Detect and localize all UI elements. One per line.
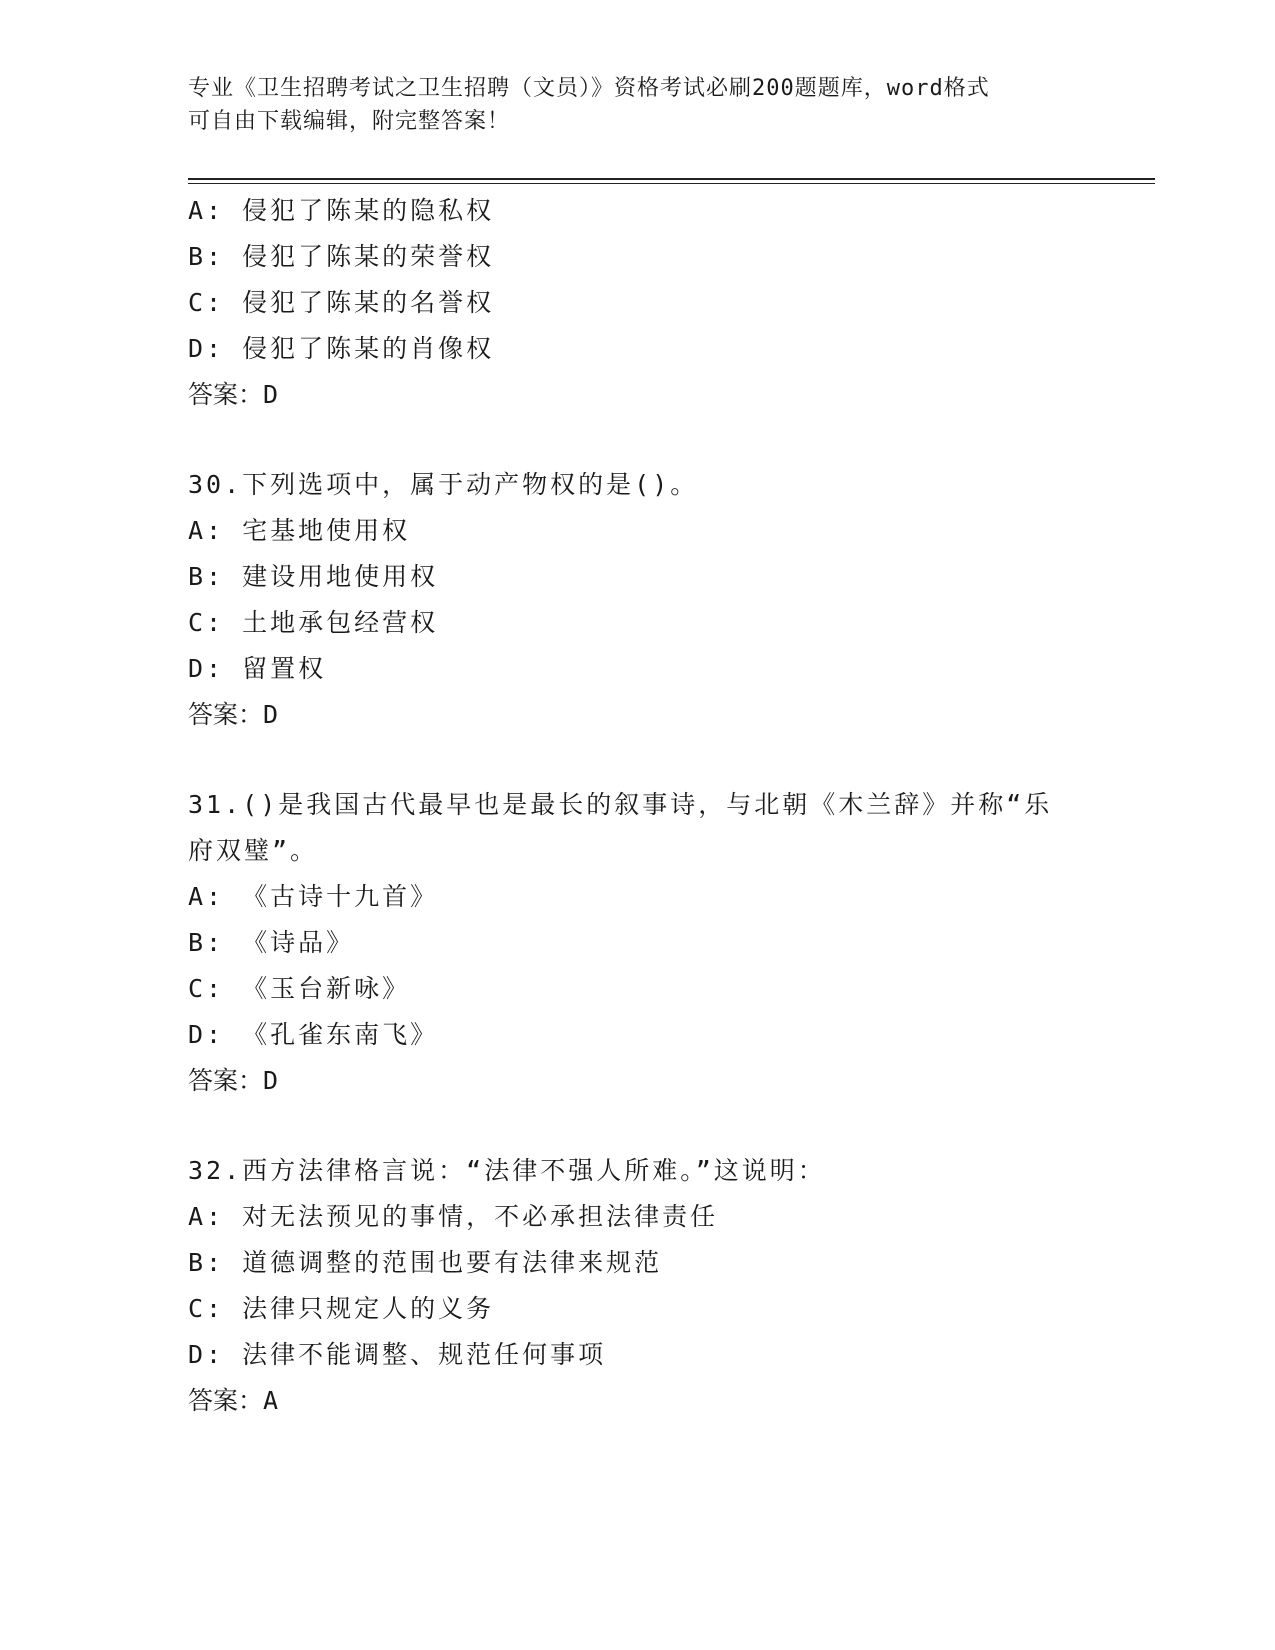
question-30 <box>188 462 1088 738</box>
q30-option-c: C: 土地承包经营权 <box>188 608 439 637</box>
question-29 <box>188 188 1088 418</box>
q30-option-d: D: 留置权 <box>188 654 327 683</box>
q31-answer <box>188 1058 1088 1104</box>
answer-value: D <box>263 380 279 409</box>
q31-option-d: D: 《孔雀东南飞》 <box>188 1020 439 1049</box>
q31-option-a: A: 《古诗十九首》 <box>188 882 439 911</box>
answer-value: D <box>263 1066 279 1095</box>
question-32 <box>188 1148 1088 1424</box>
q29-option-d: D: 侵犯了陈某的肖像权 <box>188 334 495 363</box>
question-31 <box>188 782 1088 1104</box>
q30-option-a: A: 宅基地使用权 <box>188 516 411 545</box>
document-header <box>188 72 1088 138</box>
q32-title: 32.西方法律格言说：“法律不强人所难。”这说明： <box>188 1156 826 1185</box>
q32-option-d: D: 法律不能调整、规范任何事项 <box>188 1340 607 1369</box>
answer-label: 答案： <box>188 1066 264 1095</box>
answer-value: A <box>263 1386 279 1415</box>
q32-answer <box>188 1378 1088 1424</box>
header-line-2: 可自由下载编辑，附完整答案！ <box>188 109 511 134</box>
answer-label: 答案： <box>188 700 264 729</box>
answer-label: 答案： <box>188 1386 264 1415</box>
q32-option-b: B: 道德调整的范围也要有法律来规范 <box>188 1248 663 1277</box>
answer-label: 答案： <box>188 380 264 409</box>
answer-value: D <box>263 700 279 729</box>
q31-option-c: C: 《玉台新咏》 <box>188 974 411 1003</box>
q32-option-a: A: 对无法预见的事情，不必承担法律责任 <box>188 1202 719 1231</box>
q29-option-b: B: 侵犯了陈某的荣誉权 <box>188 242 495 271</box>
q30-title: 30.下列选项中，属于动产物权的是()。 <box>188 470 699 499</box>
q30-answer <box>188 692 1088 738</box>
q29-option-a: A: 侵犯了陈某的隐私权 <box>188 196 495 225</box>
q32-option-c: C: 法律只规定人的义务 <box>188 1294 495 1323</box>
question-list <box>188 188 1088 1424</box>
q30-option-b: B: 建设用地使用权 <box>188 562 439 591</box>
q29-answer <box>188 372 1088 418</box>
q31-title-line-1: 31.()是我国古代最早也是最长的叙事诗，与北朝《木兰辞》并称“乐 <box>188 790 1053 819</box>
q29-option-c: C: 侵犯了陈某的名誉权 <box>188 288 495 317</box>
q31-title-line-2: 府双璧”。 <box>188 836 319 865</box>
header-divider-thin <box>188 183 1155 184</box>
header-divider <box>188 178 1155 180</box>
q31-option-b: B: 《诗品》 <box>188 928 355 957</box>
header-line-1: 专业《卫生招聘考试之卫生招聘（文员）》资格考试必刷200题题库，word格式 <box>188 76 990 101</box>
